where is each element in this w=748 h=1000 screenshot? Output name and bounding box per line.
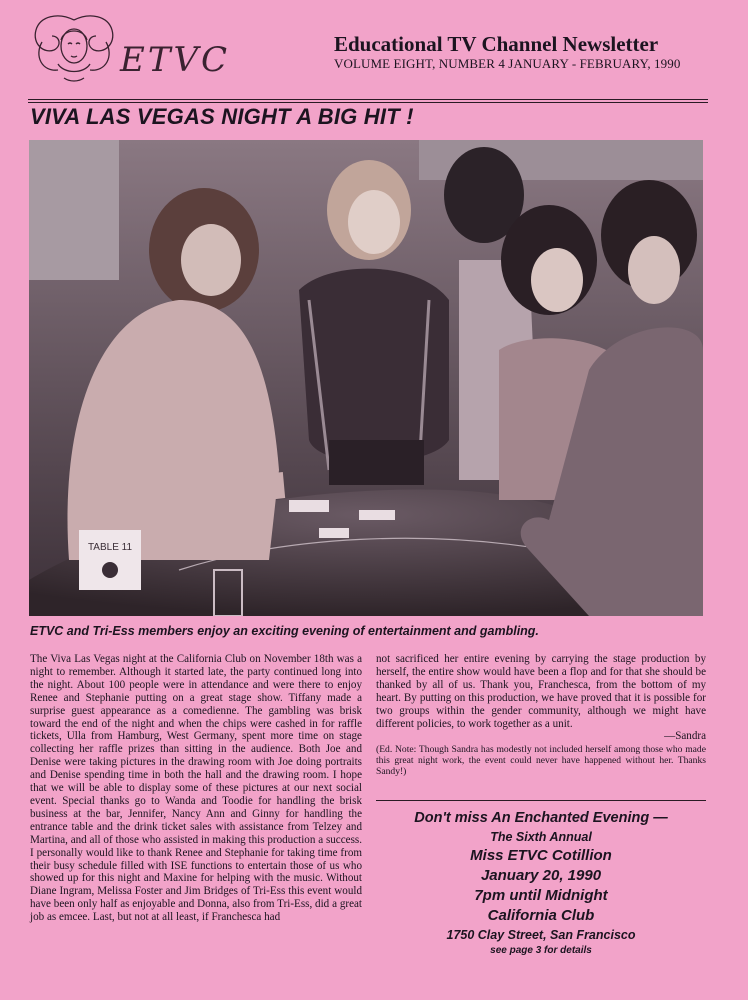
author-signoff: —Sandra (664, 730, 706, 743)
promo-line-7: 1750 Clay Street, San Francisco (446, 928, 636, 942)
promo-line-4: January 20, 1990 (480, 867, 602, 884)
newsletter-title: Educational TV Channel Newsletter (334, 32, 659, 56)
promo-line-1: Don't miss An Enchanted Evening — (414, 810, 668, 826)
promo-line-3: Miss ETVC Cotillion (470, 847, 612, 864)
promo-line-2: The Sixth Annual (490, 830, 592, 844)
table-number-sign (79, 530, 141, 590)
etvc-logo-text: ETVC (120, 40, 231, 80)
cotillion-promo (376, 808, 706, 958)
issue-line: VOLUME EIGHT, NUMBER 4 JANUARY - FEBRUARY, 1990 (334, 56, 681, 71)
article-left-column: The Viva Las Vegas night at the California Club on November 18th was a night to remember. Although it started late, the party continued long into the night. About 100 people were in attendance and were there to enjoy Renee and Stephanie putting on a great stage show. Tiffany made a surprise guest appearance as a comedienne. The gambling was brisk toward the end of the night and when the chips were cashed in for raffle tickets, Ulla from Hamburg, West Germany, spent more time on stage collecting her raffle prizes than sitting in the audience. Both Joe and Denise were taking pictures in the drawing room with Joe doing portraits and Denise spending time in both the hall and the drawing room. I hope that we will be able to display some of these pictures at our next social event. Special thanks go to Wanda and Toodie for handling the brisk business at the bar, Jennifer, Nancy Ann and Ginny for handling the entrance table and the drink ticket sales with assistance from Telzey and Martina, and all of those who assisted in making this production a success. I personally would like to thank Renee and Stephanie for taking time from their busy schedule filled with ISE functions to entertain those of us who showed up for this night and Maxine for helping with the music. Without Diane Ingram, Melissa Foster and Jim Bridges of Tri-Ess this event would have been only half as enjoyable and Donna, also from Tri-Ess, did a great job as emcee. Last, but not at all least, if Franchesca had (30, 653, 362, 924)
masthead-rule (28, 99, 708, 100)
editor-note: (Ed. Note: Though Sandra has modestly not included herself among those who made this great night work, the event could never have happened without her. Thanks Sandy!) (376, 744, 706, 778)
promo-line-8: see page 3 for details (490, 945, 592, 956)
headline: VIVA LAS VEGAS NIGHT A BIG HIT ! (30, 104, 414, 129)
article-right-column (376, 653, 706, 743)
masthead-rule-thin (28, 102, 708, 103)
table-sign-text: TABLE 11 (87, 542, 133, 553)
promo-line-6: California Club (487, 907, 595, 924)
event-photo (29, 140, 703, 616)
promo-divider (376, 800, 706, 801)
article-right-text: not sacrificed her entire evening by carrying the stage production by herself, the entire show would have been a flop and for that she should be thanked by all of us. Thank you, Franchesca, from the bottom of my heart. By putting on this production, we have proved that it is possible for two groups within the gender community, although we might have different policies, to work together as a unit. (376, 653, 706, 730)
photo-caption: ETVC and Tri-Ess members enjoy an exciting evening of entertainment and gambling. (30, 624, 539, 638)
etvc-logo-emblem (28, 12, 120, 84)
promo-line-5: 7pm until Midnight (474, 887, 608, 904)
